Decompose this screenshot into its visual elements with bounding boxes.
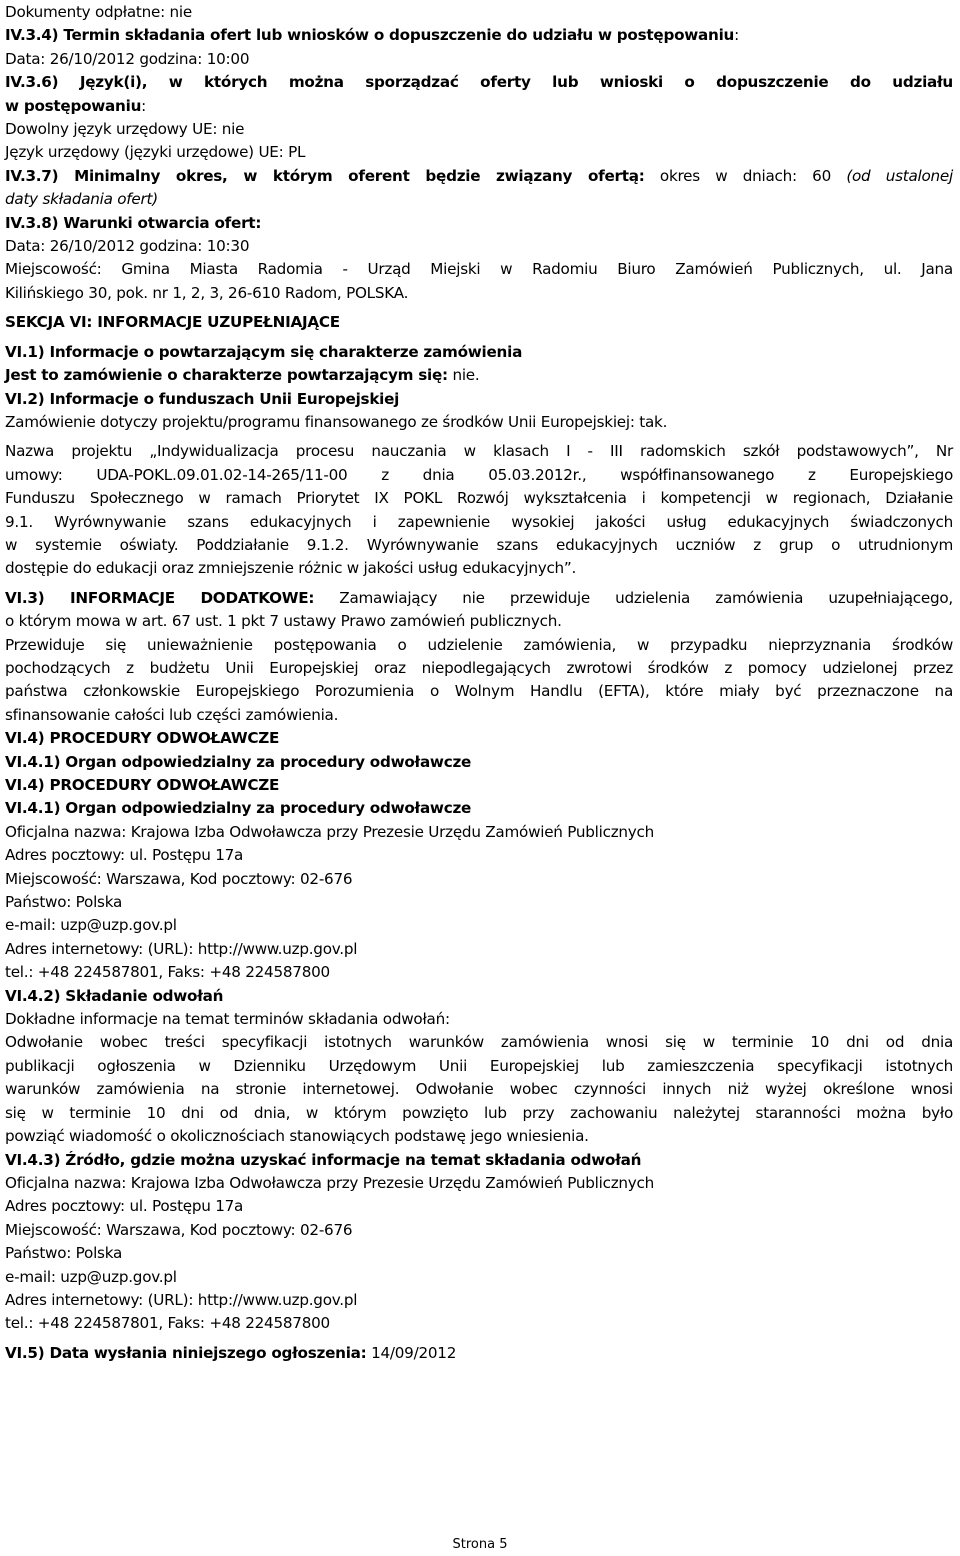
heading-text: IV.3.7) Minimalny okres, w którym oferent będzie związany ofertą:	[5, 166, 645, 185]
heading-text: VI.4.1) Organ odpowiedzialny za procedury odwoławcze	[5, 799, 472, 818]
text-line: powziąć wiadomość o okolicznościach stanowiących podstawę jego wniesienia.	[5, 1127, 589, 1146]
text-span: nie.	[447, 366, 480, 385]
heading-text: VI.2) Informacje o funduszach Unii Europejskiej	[5, 389, 400, 408]
heading-text: VI.4) PROCEDURY ODWOŁAWCZE	[5, 729, 280, 748]
text-line: Adres internetowy: (URL): http://www.uzp.gov.pl	[5, 939, 358, 958]
text-line: Zamówienie dotyczy projektu/programu finansowanego ze środków Unii Europejskiej: tak.	[5, 412, 668, 431]
text-line: 9.1. Wyrównywanie szans edukacyjnych i zapewnienie wysokiej jakości usług edukacyjnych świadczonych	[5, 512, 953, 531]
text-line: e-mail: uzp@uzp.gov.pl	[5, 916, 177, 935]
text-line: Adres pocztowy: ul. Postępu 17a	[5, 1197, 244, 1216]
section-title	[5, 311, 953, 334]
text-line: Dokumenty odpłatne: nie	[5, 3, 192, 21]
text-line: Odwołanie wobec treści specyfikacji istotnych warunków zamówienia wnosi się w terminie 10 dni od dnia	[5, 1033, 953, 1052]
text-span: 14/09/2012	[366, 1343, 457, 1362]
text-line: Oficjalna nazwa: Krajowa Izba Odwoławcza przy Prezesie Urzędu Zamówień Publicznych	[5, 1173, 655, 1192]
italic-line	[5, 188, 953, 211]
text-span: :	[141, 96, 147, 115]
heading-text: VI.1) Informacje o powtarzającym się charakterze zamówienia	[5, 342, 523, 361]
text-line: Kilińskiego 30, pok. nr 1, 2, 3, 26-610 Radom, POLSKA.	[5, 283, 409, 302]
section-heading-line	[5, 797, 953, 820]
heading-text: IV.3.8) Warunki otwarcia ofert:	[5, 213, 262, 232]
section-heading-line	[5, 985, 953, 1008]
section-heading-line	[5, 774, 953, 797]
text-line: państwa członkowskie Europejskiego Porozumienia o Wolnym Handlu (EFTA), które miały być przeznaczone na	[5, 682, 953, 701]
section-heading-line	[5, 1149, 953, 1172]
heading-text: Jest to zamówienie o charakterze powtarzającym się:	[5, 366, 448, 385]
text-line: Funduszu Społecznego w ramach Priorytet IX POKL Rozwój wykształcenia i kompetencji w regionach, Działanie	[5, 489, 953, 508]
text-line: Państwo: Polska	[5, 893, 123, 912]
text-line: Adres internetowy: (URL): http://www.uzp.gov.pl	[5, 1290, 358, 1309]
text-line: tel.: +48 224587801, Faks: +48 224587800	[5, 963, 330, 982]
text-line: Oficjalna nazwa: Krajowa Izba Odwoławcza przy Prezesie Urzędu Zamówień Publicznych	[5, 822, 655, 841]
section-heading-line	[5, 165, 953, 188]
section-heading-line	[5, 95, 953, 118]
section-heading-line	[5, 341, 953, 364]
section-heading-line	[5, 71, 953, 94]
heading-text: VI.4) PROCEDURY ODWOŁAWCZE	[5, 776, 280, 794]
text-span: Zamawiający nie przewiduje udzielenia zamówienia uzupełniającego,	[314, 588, 953, 607]
section-heading-line	[5, 587, 953, 610]
section-heading-line	[5, 364, 953, 387]
text-line: Miejscowość: Gmina Miasta Radomia - Urząd Miejski w Radomiu Biuro Zamówień Publicznych, ul. Jana	[5, 260, 953, 279]
text-line: e-mail: uzp@uzp.gov.pl	[5, 1267, 177, 1286]
section-heading-line	[5, 388, 953, 411]
text-line: sfinansowanie całości lub części zamówienia.	[5, 705, 339, 724]
heading-text: VI.4.2) Składanie odwołań	[5, 986, 224, 1005]
text-line: Dowolny język urzędowy UE: nie	[5, 120, 245, 139]
text-line: Adres pocztowy: ul. Postępu 17a	[5, 846, 244, 865]
text-line: o którym mowa w art. 67 ust. 1 pkt 7 ustawy Prawo zamówień publicznych.	[5, 612, 562, 631]
section-heading-line	[5, 24, 953, 47]
section-heading-line	[5, 1342, 953, 1365]
heading-text: VI.3) INFORMACJE DODATKOWE:	[5, 588, 315, 607]
section-heading-line	[5, 727, 953, 750]
heading-text: w postępowaniu	[5, 96, 142, 115]
italic-text: (od ustalonej	[846, 166, 953, 185]
heading-text: IV.3.4) Termin składania ofert lub wniosków o dopuszczenie do udziału w postępowaniu	[5, 26, 735, 45]
italic-text: daty składania ofert)	[5, 190, 158, 209]
text-line: umowy: UDA-POKL.09.01.02-14-265/11-00 z dnia 05.03.2012r., współfinansowanego z Europejskiego	[5, 465, 953, 484]
page-number: Strona 5	[452, 1537, 508, 1552]
text-line: Dokładne informacje na temat terminów składania odwołań:	[5, 1010, 450, 1029]
text-line: Język urzędowy (języki urzędowe) UE: PL	[5, 143, 306, 162]
text-line: w systemie oświaty. Poddziałanie 9.1.2. Wyrównywanie szans edukacyjnych uczniów z grup o utrudnionym	[5, 535, 953, 554]
heading-text: VI.4.1) Organ odpowiedzialny za procedury odwoławcze	[5, 752, 472, 771]
text-line: Państwo: Polska	[5, 1244, 123, 1263]
text-line: Przewiduje się unieważnienie postępowania o udzielenie zamówienia, w przypadku nieprzyznania środków	[5, 635, 953, 654]
text-span: okres w dniach: 60	[644, 166, 847, 185]
text-line: dostępie do edukacji oraz zmniejszenie różnic w jakości usług edukacyjnych”.	[5, 559, 577, 578]
text-line: tel.: +48 224587801, Faks: +48 224587800	[5, 1314, 330, 1333]
section-heading-line	[5, 212, 953, 235]
heading-text: IV.3.6) Język(i), w których można sporządzać oferty lub wnioski o dopuszczenie do udziału	[5, 73, 953, 92]
document-body	[5, 1, 953, 1365]
text-line: pochodzących z budżetu Unii Europejskiej oraz niepodlegających zwrotowi środków z pomocy udzielonej przez	[5, 658, 953, 677]
text-line: Miejscowość: Warszawa, Kod pocztowy: 02-676	[5, 869, 353, 888]
text-line: Data: 26/10/2012 godzina: 10:00	[5, 49, 250, 68]
heading-text: VI.5) Data wysłania niniejszego ogłoszenia:	[5, 1343, 367, 1362]
text-line: warunków zamówienia na stronie internetowej. Odwołanie wobec czynności innych niż wyżej określone wnosi	[5, 1080, 953, 1099]
text-line: Data: 26/10/2012 godzina: 10:30	[5, 237, 250, 256]
section-heading-line	[5, 751, 953, 774]
text-line: Miejscowość: Warszawa, Kod pocztowy: 02-676	[5, 1220, 353, 1239]
text-span: :	[734, 26, 739, 45]
heading-text: VI.4.3) Źródło, gdzie można uzyskać informacje na temat składania odwołań	[5, 1150, 642, 1169]
text-line: Nazwa projektu „Indywidualizacja procesu nauczania w klasach I - III radomskich szkół podstawowych”, Nr	[5, 442, 953, 461]
heading-text: SEKCJA VI: INFORMACJE UZUPEŁNIAJĄCE	[5, 313, 340, 332]
text-line: się w terminie 10 dni od dnia, w którym powzięto lub przy zachowaniu należytej staranności można było	[5, 1103, 953, 1122]
text-line: publikacji ogłoszenia w Dzienniku Urzędowym Unii Europejskiej lub zamieszczenia specyfikacji istotnych	[5, 1056, 953, 1075]
